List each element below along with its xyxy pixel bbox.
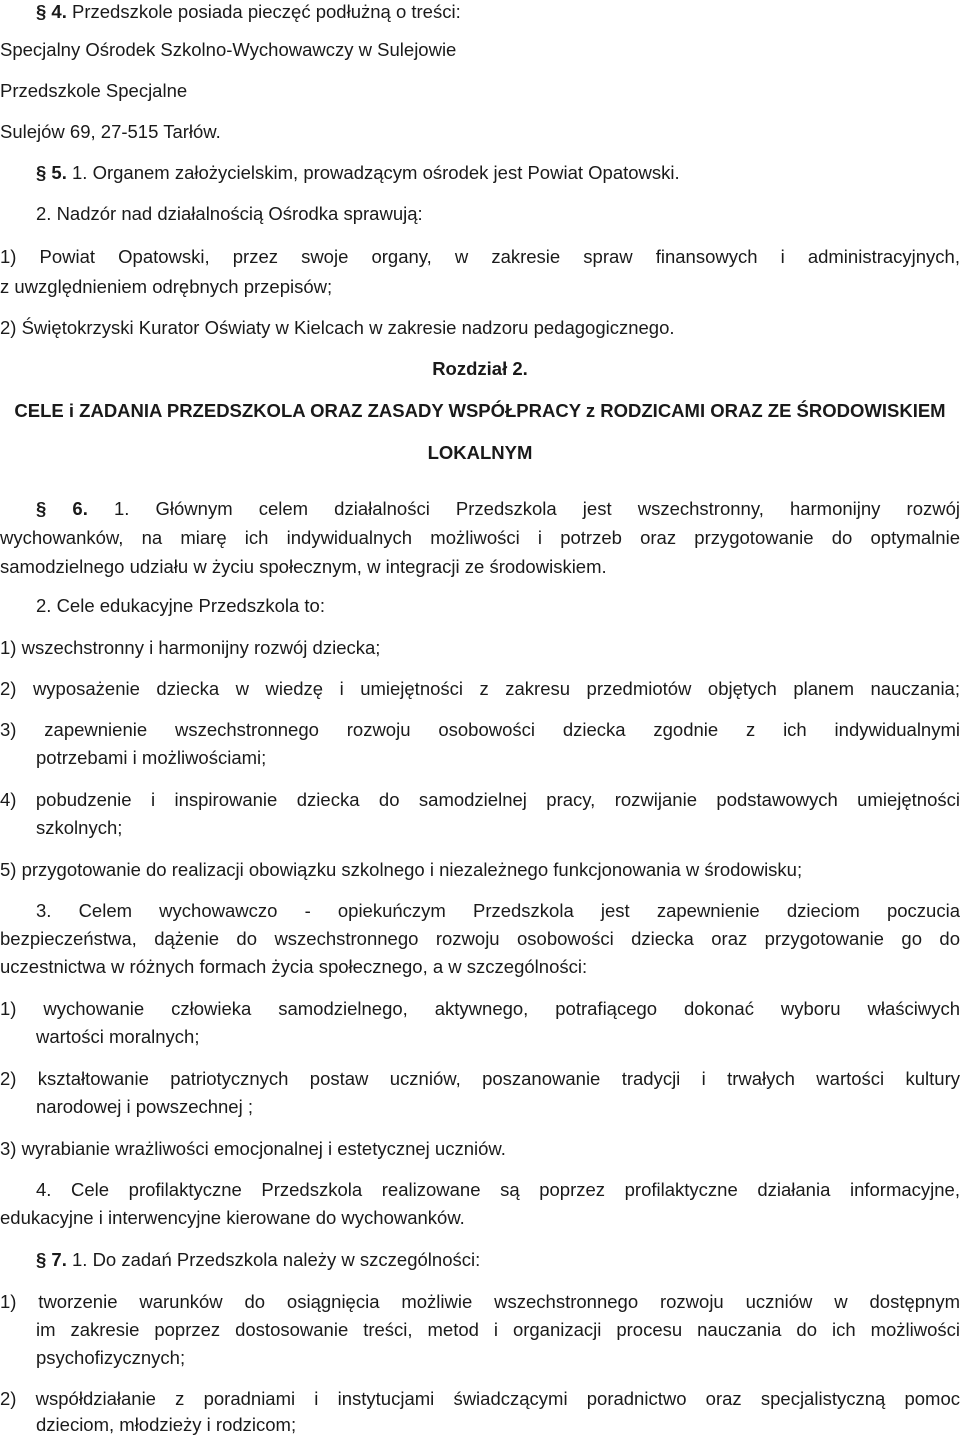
list-item: 5) przygotowanie do realizacji obowiązku szkolnego i niezależnego funkcjonowania w środowisku; [0,859,803,880]
list-item: 1) tworzenie warunków do osiągnięcia możliwie wszechstronnego rozwoju uczniów w dostępnym [0,1291,960,1312]
paragraph-line: bezpieczeństwa, dążenie do wszechstronnego rozwoju osobowości dziecka oraz przygotowanie go do [0,928,960,949]
section-mark: § 6. [36,498,88,519]
chapter-heading-cont: LOKALNYM [427,442,533,463]
paragraph-7: § 7. 1. Do zadań Przedszkola należy w szczególności: [36,1249,481,1270]
list-item: 4) pobudzenie i inspirowanie dziecka do samodzielnej pracy, rozwijanie podstawowych umiejętności [0,789,960,810]
list-item: 3) wyrabianie wrażliwości emocjonalnej i estetycznej uczniów. [0,1138,506,1159]
chapter-title: Rozdział 2. [432,358,528,379]
list-item-continuation: z uwzględnieniem odrębnych przepisów; [0,276,333,297]
list-item: 3) zapewnienie wszechstronnego rozwoju osobowości dziecka zgodnie z ich indywidualnymi [0,719,960,740]
section-mark: § 7. [36,1249,67,1270]
list-item: 2) wyposażenie dziecka w wiedzę i umiejętności z zakresu przedmiotów objętych planem nauczania; [0,678,960,699]
paragraph-line: samodzielnego udziału w życiu społecznym, w integracji ze środowiskiem. [0,556,607,577]
paragraph-line: uczestnictwa w różnych formach życia społecznego, a w szczególności: [0,956,588,977]
section-mark: § 5. [36,162,67,183]
list-item-continuation: potrzebami i możliwościami; [36,747,267,768]
paragraph-6-point-2: 2. Cele edukacyjne Przedszkola to: [36,595,325,616]
list-item-continuation: dzieciom, młodzieży i rodzicom; [36,1414,297,1435]
paragraph-5: § 5. 1. Organem założycielskim, prowadzącym ośrodek jest Powiat Opatowski. [36,162,680,183]
stamp-line-3: Sulejów 69, 27-515 Tarłów. [0,121,221,142]
section-mark: § 4. [36,1,67,22]
stamp-line-1: Specjalny Ośrodek Szkolno-Wychowawczy w Sulejowie [0,39,457,60]
list-item-continuation: psychofizycznych; [36,1347,186,1368]
paragraph-6: § 6. 1. Głównym celem działalności Przedszkola jest wszechstronny, harmonijny rozwój [36,498,960,519]
list-item: 2) kształtowanie patriotycznych postaw uczniów, poszanowanie tradycji i trwałych wartości kultury [0,1068,960,1089]
list-item-continuation: wartości moralnych; [36,1026,200,1047]
list-item-continuation: szkolnych; [36,817,123,838]
chapter-heading: CELE i ZADANIA PRZEDSZKOLA ORAZ ZASADY WSPÓŁPRACY z RODZICAMI ORAZ ZE ŚRODOWISKIEM [14,400,946,421]
list-item-continuation: narodowej i powszechnej ; [36,1096,253,1117]
paragraph-6-point-4: 4. Cele profilaktyczne Przedszkola realizowane są poprzez profilaktyczne działania informacyjne, [36,1179,960,1200]
list-item: 1) Powiat Opatowski, przez swoje organy, w zakresie spraw finansowych i administracyjnych, [0,246,960,267]
list-item: 2) Świętokrzyski Kurator Oświaty w Kielcach w zakresie nadzoru pedagogicznego. [0,317,675,338]
list-item: 1) wychowanie człowieka samodzielnego, aktywnego, potrafiącego dokonać wyboru właściwych [0,998,960,1019]
paragraph-line: wychowanków, na miarę ich indywidualnych możliwości i potrzeb oraz przygotowanie do optymalnie [0,527,960,548]
paragraph-line: edukacyjne i interwencyjne kierowane do wychowanków. [0,1207,465,1228]
stamp-line-2: Przedszkole Specjalne [0,80,188,101]
paragraph-5-point-2: 2. Nadzór nad działalnością Ośrodka sprawują: [36,203,423,224]
paragraph-6-point-3: 3. Celem wychowawczo - opiekuńczym Przedszkola jest zapewnienie dzieciom poczucia [36,900,960,921]
list-item-continuation: im zakresie poprzez dostosowanie treści, metod i organizacji procesu nauczania do ich możliwości [36,1319,960,1340]
paragraph-4: § 4. Przedszkole posiada pieczęć podłużną o treści: [36,1,461,22]
list-item: 1) wszechstronny i harmonijny rozwój dziecka; [0,637,381,658]
list-item: 2) współdziałanie z poradniami i instytucjami świadczącymi poradnictwo oraz specjalistyczną pomoc [0,1388,960,1409]
